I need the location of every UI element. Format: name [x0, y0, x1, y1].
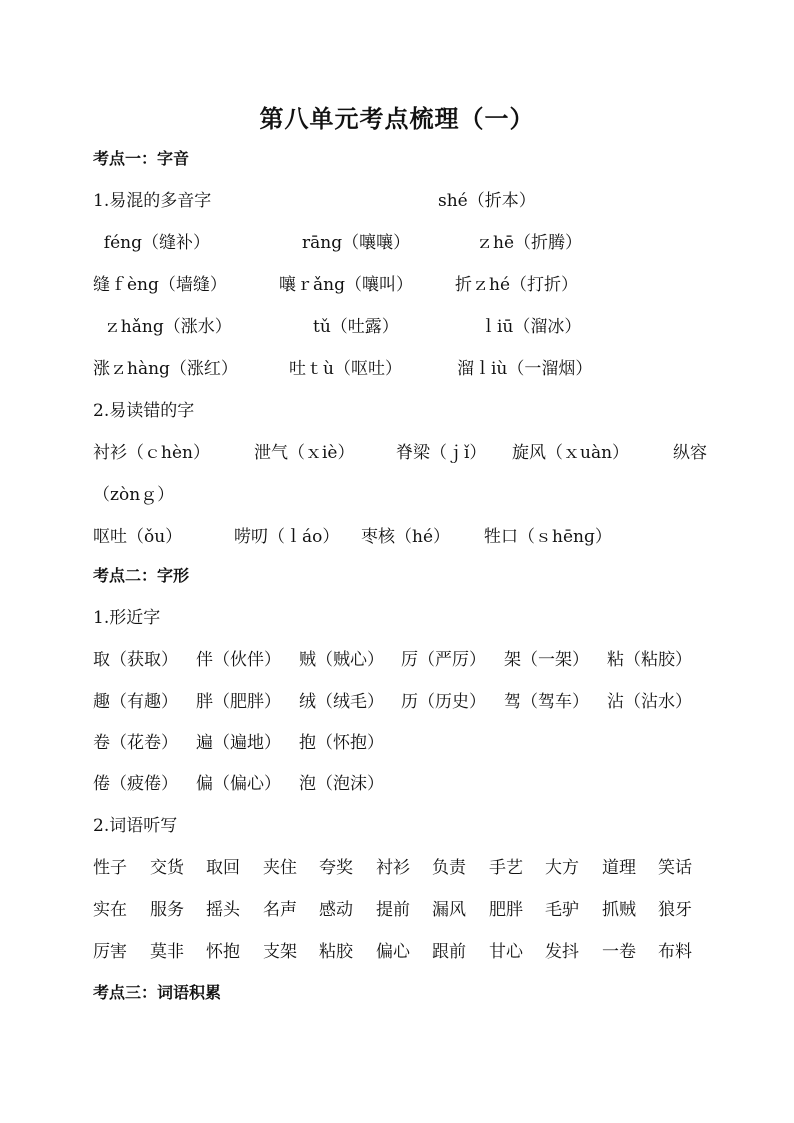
subheading-dictation: 2.词语听写: [93, 816, 178, 836]
page-title: 第八单元考点梳理（一）: [259, 105, 535, 133]
dictation-word: 狼牙: [658, 900, 692, 920]
misread-item: 旋风（ｘuàn）: [512, 443, 630, 463]
dictation-word: 怀抱: [206, 942, 240, 962]
misread-item: 枣核（hé）: [361, 527, 451, 547]
dictation-word: 夹住: [263, 858, 297, 878]
dictation-word: 毛驴: [545, 900, 579, 920]
polyphone-cell: ｚhǎng（涨水）: [93, 317, 232, 337]
dictation-word: 取回: [206, 858, 240, 878]
misread-item: 牲口（ｓhēnɡ）: [484, 527, 612, 547]
misread-item: （zònｇ）: [93, 485, 175, 505]
dictation-word: 服务: [150, 900, 184, 920]
dictation-word: 手艺: [489, 858, 523, 878]
dictation-word: 偏心: [376, 942, 410, 962]
section-heading-vocabulary: 考点三：词语积累: [93, 983, 222, 1002]
misread-item: 泄气（ｘiè）: [254, 443, 355, 463]
dictation-word: 布料: [658, 942, 692, 962]
dictation-word: 衬衫: [376, 858, 410, 878]
polyphone-cell: tǔ（吐露）: [313, 317, 399, 337]
similar-char-item: 粘（粘胶）: [607, 650, 692, 670]
polyphone-cell: 溜ｌiù（一溜烟）: [457, 359, 593, 379]
similar-char-item: 卷（花卷）: [93, 733, 178, 753]
polyphone-cell: 缝ｆèng（墙缝）: [93, 275, 227, 295]
dictation-word: 道理: [602, 858, 636, 878]
similar-char-item: 倦（疲倦）: [93, 774, 178, 794]
misread-item: 纵容: [673, 443, 707, 463]
dictation-word: 性子: [93, 858, 127, 878]
dictation-word: 厉害: [93, 942, 127, 962]
dictation-word: 甘心: [489, 942, 523, 962]
dictation-word: 发抖: [545, 942, 579, 962]
dictation-word: 提前: [376, 900, 410, 920]
polyphone-cell: shé（折本）: [438, 191, 536, 211]
misread-item: 脊梁（ｊǐ）: [396, 443, 487, 463]
polyphone-cell: 折ｚhé（打折）: [455, 275, 579, 295]
dictation-word: 交货: [150, 858, 184, 878]
polyphone-cell: rāng（嚷嚷）: [302, 233, 411, 253]
dictation-word: 摇头: [206, 900, 240, 920]
dictation-word: 肥胖: [489, 900, 523, 920]
dictation-word: 感动: [319, 900, 353, 920]
similar-char-item: 厉（严厉）: [401, 650, 486, 670]
similar-char-item: 伴（伙伴）: [196, 650, 281, 670]
subheading-polyphones: 1.易混的多音字: [93, 191, 212, 211]
dictation-word: 大方: [545, 858, 579, 878]
dictation-word: 实在: [93, 900, 127, 920]
similar-char-item: 绒（绒毛）: [299, 692, 384, 712]
polyphone-cell: ｌiū（溜冰）: [480, 317, 582, 337]
dictation-word: 名声: [263, 900, 297, 920]
polyphone-cell: 吐ｔù（呕吐）: [289, 359, 402, 379]
misread-item: 呕吐（ǒu）: [93, 527, 183, 547]
similar-char-item: 贼（贼心）: [299, 650, 384, 670]
dictation-word: 负责: [432, 858, 466, 878]
dictation-word: 粘胶: [319, 942, 353, 962]
polyphone-cell: 涨ｚhàng（涨红）: [93, 359, 238, 379]
similar-char-item: 沾（沾水）: [607, 692, 692, 712]
section-heading-char-shape: 考点二：字形: [93, 566, 190, 585]
dictation-word: 抓贼: [602, 900, 636, 920]
similar-char-item: 抱（怀抱）: [299, 733, 384, 753]
misread-item: 衬衫（ｃhèn）: [93, 443, 210, 463]
section-heading-pronunciation: 考点一：字音: [93, 149, 190, 168]
similar-char-item: 趣（有趣）: [93, 692, 178, 712]
similar-char-item: 胖（肥胖）: [196, 692, 281, 712]
subheading-similar-chars: 1.形近字: [93, 608, 161, 628]
subheading-misread-chars: 2.易读错的字: [93, 401, 195, 421]
dictation-word: 莫非: [150, 942, 184, 962]
misread-item: 唠叨（ｌáo）: [234, 527, 340, 547]
similar-char-item: 偏（偏心）: [196, 774, 281, 794]
dictation-word: 笑话: [658, 858, 692, 878]
polyphone-cell: ｚhē（折腾）: [476, 233, 583, 253]
similar-char-item: 驾（驾车）: [504, 692, 589, 712]
similar-char-item: 历（历史）: [401, 692, 486, 712]
dictation-word: 夸奖: [319, 858, 353, 878]
similar-char-item: 架（一架）: [504, 650, 589, 670]
dictation-word: 跟前: [432, 942, 466, 962]
similar-char-item: 取（获取）: [93, 650, 178, 670]
similar-char-item: 遍（遍地）: [196, 733, 281, 753]
polyphone-cell: féng（缝补）: [93, 233, 210, 253]
dictation-word: 一卷: [602, 942, 636, 962]
dictation-word: 漏风: [432, 900, 466, 920]
dictation-word: 支架: [263, 942, 297, 962]
similar-char-item: 泡（泡沫）: [299, 774, 384, 794]
polyphone-cell: 嚷ｒǎng（嚷叫）: [279, 275, 413, 295]
